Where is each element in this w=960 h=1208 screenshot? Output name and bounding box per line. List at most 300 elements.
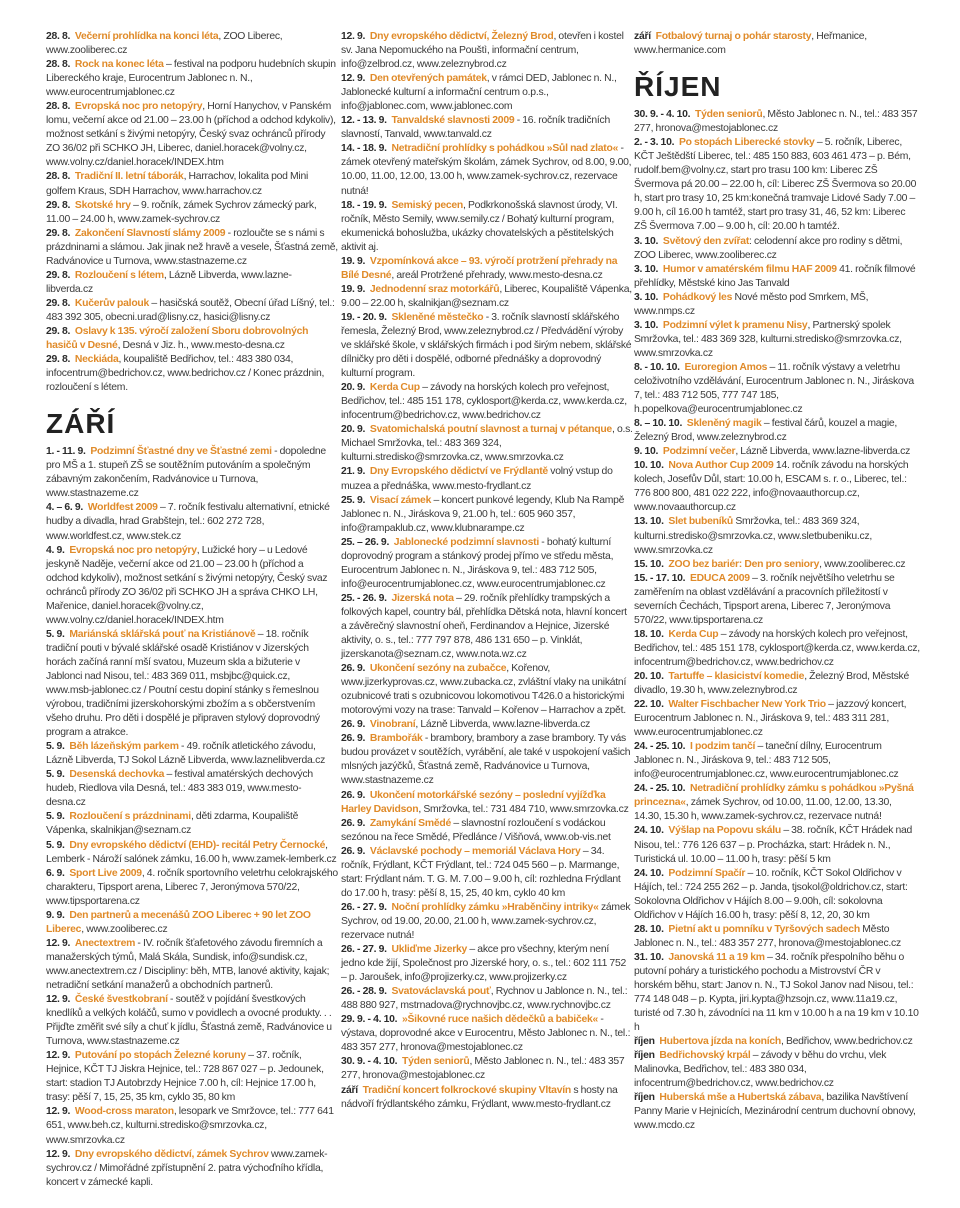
event-date: 19. 9.	[341, 283, 366, 295]
event-title: Světový den zvířat	[662, 235, 750, 247]
column-2	[341, 30, 633, 1112]
event-date: 29. 8.	[46, 354, 71, 366]
event-entry	[634, 136, 920, 234]
event-details: , Rychnov u Jablonce n. N., tel.: 488 880 927, mstrnadova@rychnovjbc.cz, www.rychnovjbc.cz	[341, 986, 628, 1012]
event-date: 26. 9.	[341, 789, 366, 801]
event-date: 9. 9.	[46, 909, 65, 921]
event-title: Podzimní výlet k pramenu Nisy	[662, 319, 808, 331]
event-title: Huberská mše a Hubertská zábava	[659, 1092, 822, 1104]
event-title: Kučerův palouk	[74, 297, 150, 309]
event-entry	[46, 58, 338, 100]
event-details: 41. ročník filmové přehlídky, Městské kino Jas Tanvald	[634, 263, 916, 289]
event-details: , v rámci DED, Jablonec n. N., Jablonecké kulturní a informační centrum o.p.s., info@jablonec.com, www.jablonec.com	[341, 73, 617, 113]
event-title: Tartuffe – klasiciství komedie	[668, 670, 805, 682]
column-3	[634, 30, 920, 1134]
event-title: Walter Fischbacher New York Trio	[668, 699, 826, 711]
event-title: Ukončení sezóny na zubačce	[369, 663, 507, 675]
event-date: 5. 9.	[46, 839, 65, 851]
event-title: Den partnerů a mecenášů ZOO Liberec + 90 let ZOO Liberec	[46, 909, 311, 935]
event-date: 29. 8.	[46, 325, 71, 337]
event-details: , Bedřichov, www.bedrichov.cz	[781, 1036, 913, 1048]
event-date: 9. 10.	[634, 446, 659, 458]
event-entry	[46, 544, 338, 628]
event-date: 12. 9.	[46, 1050, 71, 1062]
event-date: 3. 10.	[634, 319, 659, 331]
event-date: 5. 9.	[46, 811, 65, 823]
event-details: – taneční dílny, Eurocentrum Jablonec n. N., Jiráskova 9, tel.: 483 712 505, info@eurocentrumjablonec.cz, www.eurocentrumjablonec.cz	[634, 741, 899, 781]
event-title: Mariánská sklářská pouť na Kristiánově	[69, 628, 256, 640]
event-date: 30. 9. - 4. 10.	[341, 1056, 398, 1068]
event-date: 26. - 28. 9.	[341, 986, 387, 998]
event-title: Svatováclavská pouť	[391, 986, 491, 998]
event-date: 26. 9.	[341, 817, 366, 829]
event-date: 29. 8.	[46, 297, 71, 309]
event-details: – akce pro všechny, kterým není jedno kde žijí, Společnost pro Jizerské hory, o. s., tel.: 602 111 752 – p. Jaroušek, info@projizerky.cz, www.projizerky.cz	[341, 944, 627, 984]
event-entry	[341, 718, 633, 732]
event-date: 5. 9.	[46, 628, 65, 640]
event-entry	[46, 445, 338, 501]
event-entry	[341, 536, 633, 592]
event-entry	[634, 319, 920, 361]
event-entry	[341, 283, 633, 311]
event-date: 28. 8.	[46, 171, 71, 183]
event-entry	[634, 1091, 920, 1133]
event-entry	[46, 1105, 338, 1147]
event-title: Týden seniorů	[401, 1056, 470, 1068]
event-details: zámek Sychrov, od 19.00, 20.00, 21.00 h, www.zamek-sychrov.cz, rezervace nutná!	[341, 901, 631, 941]
event-date: 26. 9.	[341, 719, 366, 731]
event-title: Jizerská nota	[391, 592, 454, 604]
event-details: - 3. ročník slavností sklářského řemesla, Železný Brod, www.zeleznybrod.cz / Předvádění výroby ve sklářské škole, v sklářských firmách i pod širým nebem, sklářské dílničky pro děti i dospělé, odborné přednášky a doprovodný kulturní program.	[341, 311, 632, 380]
event-date: 12. 9.	[46, 1106, 71, 1118]
event-entry	[46, 100, 338, 170]
event-title: Slet bubeníků	[668, 516, 733, 528]
event-details: – 29. ročník přehlídky trampských a folkových kapel, country bál, přehlídka Dětská nota, hlavní koncert a závěrečný slavnostní oheň, Ferdinandov a Hejnice, Jizerské aktivity, o. s., tel.: 777 797 878, 486 131 650 – p. Vinklát, jizerskanota@seznam.cz, www.nota.wz.cz	[341, 592, 627, 661]
event-details: - výstava, doprovodné akce v Eurocentru, Město Jablonec n. N., tel.: 483 357 277, hronova@mestojablonec.cz	[341, 1014, 631, 1054]
event-title: Tradiční koncert folkrockové skupiny Vltavín	[362, 1084, 571, 1096]
event-entry	[46, 353, 338, 395]
event-title: Euroregion Amos	[684, 361, 768, 373]
event-entry	[46, 768, 338, 810]
event-date: 29. 8.	[46, 199, 71, 211]
event-date: 28. 8.	[46, 31, 71, 42]
event-title: Skotské hry	[74, 199, 131, 211]
event-date: 20. 10.	[634, 670, 664, 682]
event-date: 18. 10.	[634, 628, 664, 640]
event-title: Dny evropského dědictví, Železný Brod	[369, 31, 554, 42]
event-entry	[634, 951, 920, 1035]
event-date: 5. 9.	[46, 769, 65, 781]
month-heading: ZÁŘÍ	[46, 408, 116, 440]
event-title: »Šikovné ruce našich dědečků a babiček«	[401, 1014, 599, 1026]
column-1	[46, 30, 338, 1190]
event-title: Evropská noc pro netopýry	[74, 101, 203, 113]
event-date: říjen	[634, 1050, 655, 1062]
event-title: Zamykání Smědé	[369, 817, 451, 829]
event-entry	[341, 592, 633, 662]
event-entry	[341, 1055, 633, 1083]
event-title: Výšlap na Popovu skálu	[668, 825, 781, 837]
event-entry	[46, 30, 338, 58]
event-title: Václavské pochody – memoriál Václava Hory	[369, 845, 581, 857]
event-details: – 38. ročník, KČT Hrádek nad Nisou, tel.: 776 126 637 – p. Procházka, start: Hrádek n. N., Turistická ul. 10.00 – 11.00 h, trasy: pěší 5 km	[634, 825, 913, 865]
event-entry	[634, 108, 920, 136]
event-date: 25. 9.	[341, 494, 366, 506]
event-title: Putování po stopách Železné koruny	[74, 1050, 246, 1062]
event-title: Rock na konec léta	[74, 59, 164, 71]
event-details: , Desná v Jiz. h., www.mesto-desna.cz	[117, 340, 285, 352]
event-date: 26. 9.	[341, 733, 366, 745]
event-details: – 9. ročník, zámek Sychrov zámecký park, 11.00 – 24.00 h, www.zamek-sychrov.cz	[46, 199, 317, 225]
event-details: - soutěž v pojídání švestkových knedlíků a velkých koláčů, sumo v povidlech a ovocné produkty. . . Přijďte změřit své síly a chuť k jídlu, Šťastná země, Radvánovice u Turnova, www.stastnazeme.cz	[46, 994, 332, 1048]
event-details: – 11. ročník výstavy a veletrhu celoživotního vzdělávání, Eurocentrum Jablonec n. N., Jiráskova 7, tel.: 483 712 505, 777 747 185, h.popelkova@eurocentrumjablonec.cz	[634, 361, 914, 416]
event-date: 1. - 11. 9.	[46, 446, 86, 458]
event-entry	[634, 572, 920, 628]
event-date: 13. 10.	[634, 516, 664, 528]
event-date: 28. 8.	[46, 59, 71, 71]
event-entry	[341, 465, 633, 493]
event-details: volný vstup do muzea a přednáška, www.mesto-frydlant.cz	[341, 466, 613, 492]
event-details: , Kořenov, www.jizerkyprovas.cz, www.zubacka.cz, zvláštní vlaky na unikátní ozubnicové trati s ozubnicovou lokomotivou T426.0 a historickými motorovými vozy na trase: Tanvald – Kořenov – Harrachov a zpět.	[341, 663, 627, 717]
event-date: 24. - 25. 10.	[634, 783, 686, 795]
event-entry	[634, 459, 920, 515]
event-entry	[634, 824, 920, 866]
event-title: Kerda Cup	[668, 628, 719, 640]
event-title: Janovská 11 a 19 km	[668, 951, 765, 963]
event-date: 12. 9.	[341, 31, 366, 42]
event-title: Hubertova jízda na koních	[659, 1036, 781, 1048]
event-title: Podzimní Spačír	[668, 867, 746, 879]
event-details: , areál Protržené přehrady, www.mesto-desna.cz	[391, 269, 603, 281]
event-details: , Horní Hanychov, v Panském lomu, večerní akce od 21.00 – 23.00 h (příchod a odchod kdykoliv), možnost setkání s živými netopýry, Český svaz ochránců přírody ZO 36/02 při SCHKO JH, Liberec, daniel.horacek@volny.cz, www.volny.cz/daniel.horacek/INDEX.htm	[46, 101, 336, 169]
event-title: EDUCA 2009	[690, 572, 750, 584]
event-details: – 34. ročník přespolního běhu o putovní poháry a turistického pochodu a Mistrovství ČR v horském běhu, start: Janov n. N., TJ Sokol Janov nad Nisou, tel.: 774 148 048 – p. Kypta, jiri.kypta@hzsojn.cz, www.11a19.cz, turisté od 7.30 h, závodníci na 11 km v 10.00 h a na 19 km v 10.10 h	[634, 951, 919, 1034]
event-title: Vinobraní	[369, 719, 416, 731]
event-title: ZOO bez bariér: Den pro seniory	[668, 558, 820, 570]
event-entry	[46, 909, 338, 937]
event-entry	[341, 817, 633, 845]
event-title: Pietní akt u pomníku v Tyršových sadech	[668, 923, 860, 935]
event-title: Netradiční prohlídky s pohádkou »Sůl nad zlato«	[391, 143, 619, 155]
event-entry	[341, 943, 633, 985]
event-title: Wood-cross maraton	[74, 1106, 174, 1118]
event-details: , Město Jablonec n. N., tel.: 483 357 277, hronova@mestojablonec.cz	[341, 1056, 625, 1082]
event-details: , Podkrkonošská slavnost úrody, VI. ročník, Město Semily, www.semily.cz / Bohatý kulturní program, ekumenická bohoslužba, ukázky chovatelských a pěstitelských aktivit aj.	[341, 199, 618, 253]
event-entry	[46, 810, 338, 838]
event-title: Ukončení motorkářské sezóny – poslední vyjížďka Harley Davidson	[341, 789, 606, 815]
event-details: , Lemberk - Nároží salónek zámku, 16.00 h, www.zamek-lemberk.cz	[46, 839, 337, 865]
event-date: 3. 10.	[634, 291, 659, 303]
month-heading: ŘÍJEN	[634, 71, 722, 103]
event-date: 20. 9.	[341, 424, 366, 436]
event-date: 26. - 27. 9.	[341, 944, 387, 956]
event-entry	[634, 782, 920, 824]
event-title: Skleněný magik	[686, 418, 762, 430]
event-entry	[46, 867, 338, 909]
event-title: Dny evropského dědictví (EHD)- recitál Petry Černocké	[69, 839, 326, 851]
event-entry	[634, 361, 920, 417]
event-details: – 3. ročník největšího veletrhu se zaměřením na oblast vzdělávání a pracovních příležitostí v severních Čechách, Tipsport arena, Liberec 7, Jeronýmova 570/22, www.tipsportarena.cz	[634, 572, 895, 626]
event-title: Neckiáda	[74, 354, 119, 366]
event-details: - zámek otevřený mateřským školám, zámek Sychrov, od 8.00, 9.00, 10.00, 11.00, 12.00, 13.00 h, www.zamek-sychrov.cz, rezervace nutná!	[341, 143, 632, 197]
event-date: 24. - 25. 10.	[634, 741, 686, 753]
event-details: Nové město pod Smrkem, MŠ, www.nmps.cz	[634, 291, 869, 317]
event-date: 26. 9.	[341, 663, 366, 675]
event-title: Rozloučení s létem	[74, 269, 164, 281]
event-date: září	[341, 1084, 358, 1096]
event-date: 25. – 26. 9.	[341, 536, 390, 548]
event-details: , 4. ročník sportovního veletrhu celokrajského charakteru, Tipsport arena, Liberec 7, Jeronýmova 570/22, www.tipsportarena.cz	[46, 867, 338, 907]
event-entry	[634, 30, 920, 58]
event-date: 28. 8.	[46, 101, 71, 113]
event-entry	[341, 311, 633, 381]
event-details: , zámek Sychrov, od 10.00, 11.00, 12.00, 13.30, 14.30, 15.30 h, www.zamek-sychrov.cz, rezervace nutná!	[634, 797, 892, 823]
event-entry	[46, 1148, 338, 1190]
event-entry	[46, 269, 338, 297]
event-entry	[634, 740, 920, 782]
event-entry	[46, 993, 338, 1049]
event-title: Podzimní Šťastné dny ve Šťastné zemi	[90, 446, 272, 458]
event-details: – 7. ročník festivalu alternativní, etnické hudby a divadla, hrad Grabštejn, tel.: 602 272 728, www.worldfest.cz, www.stek.cz	[46, 502, 330, 542]
event-title: Visací zámek	[369, 494, 432, 506]
event-details: – festival čárů, kouzel a magie, Železný Brod, www.zeleznybrod.cz	[634, 418, 898, 444]
event-details: , Harrachov, lokalita pod Mini golfem Kraus, SDH Harrachov, www.harrachov.cz	[46, 171, 309, 197]
event-details: , o.s. Michael Smržovka, tel.: 483 369 324, kulturni.stredisko@smrzovka.cz, www.smrzovka.cz	[341, 424, 633, 464]
event-date: 29. 8.	[46, 269, 71, 281]
event-details: , Železný Brod, Městské divadlo, 19.30 h, www.zeleznybrod.cz	[634, 670, 910, 697]
event-details: Město Jablonec n. N., tel.: 483 357 277, hronova@mestojablonec.cz	[634, 923, 901, 949]
event-entry	[46, 297, 338, 325]
event-title: Pohádkový les	[662, 291, 733, 303]
event-details: – 10. ročník, KČT Sokol Oldřichov v Hájích, tel.: 724 255 262 – p. Janda, tjsokol@oldrichov.cz, start: Sokolovna Oldřichov v Hájích 8.00 – 9.00h, cíl: sokolovna Oldřichov v Hájích 16.00 h, trasy: pěší 8, 12, 20, 30 km	[634, 867, 908, 921]
event-date: 4. – 6. 9.	[46, 502, 84, 514]
event-title: Evropská noc pro netopýry	[69, 544, 197, 556]
event-details: , děti zdarma, Koupaliště Vápenka, skalnikjan@seznam.cz	[46, 811, 299, 837]
event-details: – závody v běhu do vrchu, vlek Malinovka, Bedřichov, tel.: 483 380 034, infocentrum@bedrichov.cz, www.bedrichov.cz	[634, 1050, 887, 1090]
event-date: 8. - 10. 10.	[634, 361, 680, 373]
event-entry	[634, 1035, 920, 1049]
event-details: - dopoledne pro MŠ a 1. stupeň ZŠ se soutěžním putováním a společným zábavným zakončením, Radvánovice u Turnova, www.stastnazeme.cz	[46, 446, 326, 500]
event-entry	[341, 494, 633, 536]
event-entry	[46, 199, 338, 227]
event-details: , bazilika Navštívení Panny Marie v Hejnicích, Mezinárodní centrum duchovní obnovy, www.mcdo.cz	[634, 1092, 916, 1132]
event-details: : celodenní akce pro rodiny s dětmi, ZOO Liberec, www.zooliberec.cz	[634, 235, 903, 261]
event-title: Semiský pecen	[391, 199, 464, 211]
event-date: 2. - 3. 10.	[634, 137, 675, 149]
event-date: 29. 8.	[46, 227, 71, 239]
event-title: České švestkobraní	[74, 994, 168, 1006]
event-entry	[341, 423, 633, 465]
event-date: 22. 10.	[634, 699, 664, 711]
event-entry	[46, 839, 338, 867]
event-title: Den otevřených památek	[369, 73, 487, 85]
event-details: - brambory, brambory a zase brambory. Ty vás budou provázet v soutěžích, vyrábění, ale také v uspokojení vašich mlsných jazýčků, Šťastná země, Radvánovice u Turnova, www.stastnazeme.cz	[341, 733, 631, 787]
event-entry	[46, 501, 338, 543]
event-details: - 49. ročník atletického závodu, Lázně Libverda, TJ Sokol Lázně Libverda, www.laznelibverda.cz	[46, 741, 326, 767]
event-details: , otevřen i kostel sv. Jana Nepomuckého na Pouštì, informační centrum, info@zelbrod.cz, www.zeleznybrod.cz	[341, 31, 624, 71]
event-date: 24. 10.	[634, 825, 664, 837]
event-details: , Město Jablonec n. N., tel.: 483 357 277, hronova@mestojablonec.cz	[634, 109, 918, 135]
event-title: Zakončení Slavností slámy 2009	[74, 227, 226, 239]
event-entry	[341, 114, 633, 142]
event-entry	[341, 845, 633, 901]
event-title: Dny Evropského dědictví ve Frýdlantě	[369, 466, 548, 478]
event-entry	[341, 381, 633, 423]
event-details: - rozloučte se s námi s prázdninami a slámou. Jak jinak než hravě a vesele, Šťastná země, Radvánovice u Turnova, www.stastnazeme.cz	[46, 227, 338, 267]
event-title: Jablonecké podzimní slavnosti	[393, 536, 539, 548]
event-title: Fotbalový turnaj o pohár starosty	[655, 31, 812, 42]
event-title: Jednodenní sraz motorkářů	[369, 283, 500, 295]
event-details: , Partnerský spolek Smržovka, tel.: 483 369 328, kulturni.stredisko@smrzovka.cz, www.smrzovka.cz	[634, 319, 902, 359]
event-details: www.zamek-sychrov.cz / Mimořádné zpřístupnění 2. patra výchoďního křídla, koncert v zámecké kapli.	[46, 1148, 328, 1188]
event-entry	[634, 558, 920, 572]
event-date: říjen	[634, 1092, 655, 1104]
event-date: 19. 9.	[341, 255, 366, 267]
event-entry	[634, 235, 920, 263]
event-entry	[634, 923, 920, 951]
event-title: Tradiční II. letní táborák	[74, 171, 184, 183]
event-date: 12. 9.	[46, 1148, 71, 1160]
event-title: Sport Live 2009	[69, 867, 142, 879]
event-title: I podzim tančí	[690, 741, 756, 753]
event-entry	[46, 170, 338, 198]
event-details: s hosty na nádvoří frýdlantského zámku, Frýdlant, www.mesto-frydlant.cz	[341, 1084, 618, 1110]
event-details: - IV. ročník šťafetového závodu firemních a manažerských týmů, Malá Skála, Sundisk, info@sundisk.cz, www.anectextrem.cz / Discipliny: běh, MTB, lanové aktivity, kajak; netradiční setkání manažerů a obchodních partnerů.	[46, 937, 330, 991]
event-date: 29. 9. - 4. 10.	[341, 1014, 398, 1026]
event-entry	[634, 628, 920, 670]
event-details: , Heřmanice, www.hermanice.com	[634, 31, 867, 57]
event-entry	[634, 445, 920, 459]
event-title: Běh lázeňským parkem	[69, 741, 179, 753]
event-title: Vzpomínková akce – 93. výročí protržení přehrady na Bílé Desné	[341, 255, 618, 281]
event-date: 18. - 19. 9.	[341, 199, 387, 211]
event-title: Humor v amatérském filmu HAF 2009	[662, 263, 837, 275]
event-details: – 37. ročník, Hejnice, KČT TJ Jiskra Hejnice, tel.: 728 867 027 – p. Jedounek, start: stadion TJ Autobrzdy Hejnice 7.00 h, cíl: Hejnice 17.00 h, trasy: pěší 7, 15, 25, 35 km, cyklo 35, 80 km	[46, 1050, 324, 1104]
event-date: 24. 10.	[634, 867, 664, 879]
event-details: – koncert punkové legendy, Klub Na Rampě Jablonec n. N., Jiráskova 9, 21.00 h, tel.: 605 960 357, info@rampaklub.cz, www.klubnarampe.cz	[341, 494, 625, 534]
event-title: Ukliďme Jizerky	[391, 944, 468, 956]
event-title: Kerda Cup	[369, 382, 420, 394]
event-entry	[46, 1049, 338, 1105]
event-date: 15. 10.	[634, 558, 664, 570]
event-entry	[634, 291, 920, 319]
event-details: , Smržovka, tel.: 731 484 710, www.smrzovka.cz	[418, 803, 629, 815]
event-title: Worldfest 2009	[87, 502, 158, 514]
event-entry	[634, 263, 920, 291]
event-title: Oslavy k 135. výročí založení Sboru dobrovolných hasičů v Desné	[46, 325, 309, 352]
event-entry	[46, 937, 338, 993]
event-date: 6. 9.	[46, 867, 65, 879]
event-title: Po stopách Liberecké stovky	[678, 137, 815, 149]
event-date: 12. - 13. 9.	[341, 115, 387, 127]
event-date: 28. 10.	[634, 923, 664, 935]
event-date: 4. 9.	[46, 544, 65, 556]
event-entry	[341, 30, 633, 72]
event-details: , Lužické hory – u Ledové jeskyně Naděje, večerní akce od 21.00 – 23.00 h (příchod a odchod kdykoliv), možnost setkání s živými netopýry, Český svaz ochránců přírody ZO 36/02 při SCHKO JH a správa CHKO LH, Mařenice, daniel.horacek@volny.cz, www.volny.cz/daniel.horacek/INDEX.htm	[46, 544, 328, 626]
event-details: – 34. ročník, Frýdlant, KČT Frýdlant, tel.: 724 045 560 – p. Marmange, start: Frýdlant nám. T. G. M. 7.00 – 9.00 h, cíl: rozhledna Frýdlant do 17.00 h, trasy: pěší 8, 15, 25, 40 km, cyklo 40 km	[341, 845, 621, 899]
event-details: – 18. ročník tradiční pouti v bývalé sklářské osadě Kristiánov v Jizerských horách začíná ranní mší svatou, Muzeum skla a bižuterie v Jablonci nad Nisou, tel.: 483 369 011, msbjbc@quick.cz, www.msb-jablonec.cz / Poutní cestu dopiní stánky s řemeslnou výrobou, tradičními jizerskohorskými zbožím a s občerstvením všeho druhu. Pro děti i dospělé je připraven stylový doprovodný program a atrakce.	[46, 628, 320, 739]
event-title: Anectextrem	[74, 937, 136, 949]
event-date: 12. 9.	[341, 73, 366, 85]
event-details: – slavnostní rozloučení s vodáckou sezónou na řece Smědé, Předlánce / Višňová, www.ob-vis.net	[341, 817, 611, 843]
event-entry	[341, 732, 633, 788]
event-title: Týden seniorů	[694, 109, 763, 121]
event-details: - 16. ročník tradičních slavností, Tanvald, www.tanvald.cz	[341, 115, 610, 141]
event-details: , www.zooliberec.cz	[819, 558, 906, 570]
event-title: Podzimní večer	[662, 446, 736, 458]
event-details: – závody na horských kolech pro veřejnost, Bedřichov, tel.: 485 151 178, cyklosport@kerda.cz, www.kerda.cz, infocentrum@bedrichov.cz, www.bedrichov.cz	[634, 628, 920, 668]
event-date: 26. 9.	[341, 845, 366, 857]
event-details: - bohatý kulturní doprovodný program a stánkový prodej přímo ve středu města, Eurocentrum Jablonec n. N., Jiráskova 9, tel.: 483 712 505, info@eurocentrumjablonec.cz, www.eurocentrumjablonec.cz	[341, 536, 614, 590]
event-details: , Lázně Libverda, www.lazne-libverda.cz	[415, 719, 591, 731]
event-entry	[634, 698, 920, 740]
event-entry	[634, 670, 920, 698]
event-details: 14. ročník závodu na horských kolech, Josefův Důl, start: 10.00 h, ESCAM s. r. o., Liberec, tel.: 776 800 800, 481 022 222, info@novaauthorcup.cz, www.novaauthorcup.cz	[634, 460, 909, 514]
event-date: 14. - 18. 9.	[341, 143, 387, 155]
event-date: 5. 9.	[46, 741, 65, 753]
event-entry	[341, 789, 633, 817]
event-entry	[634, 1049, 920, 1091]
event-date: říjen	[634, 1036, 655, 1048]
event-title: Noční prohlídky zámku »Hraběnčiny intriky«	[391, 901, 599, 913]
event-date: 12. 9.	[46, 937, 71, 949]
event-entry	[634, 515, 920, 557]
event-date: 26. - 27. 9.	[341, 901, 387, 913]
event-details: – festival na podporu hudebních skupin Libereckého kraje, Eurocentrum Jablonec n. N., www.eurocentrumjablonec.cz	[46, 59, 336, 99]
event-title: Dny evropského dědictví, zámek Sychrov	[74, 1148, 269, 1160]
event-details: , ZOO Liberec, www.zooliberec.cz	[46, 31, 283, 57]
event-entry	[341, 901, 633, 943]
event-details: Smržovka, tel.: 483 369 324, kulturni.stredisko@smrzovka.cz, www.sletbubeniku.cz, www.smrzovka.cz	[634, 516, 873, 556]
event-date: 12. 9.	[46, 994, 71, 1006]
event-date: 8. – 10. 10.	[634, 418, 683, 430]
event-date: 15. - 17. 10.	[634, 572, 686, 584]
event-details: – 5. ročník, Liberec, KČT Ještědští Liberec, tel.: 485 150 883, 603 461 473 – p. Bém, rudolf.bem@volny.cz, start pro trasu 100 km: Liberec ZŠ Švermova pá 20.00 – 22.00 h, cíl: Liberec ZŠ Švermova so 20.00 h, start pro trasy 10, 25 km:konečná tramvaje Lidové Sady 7.00 – 9.00 h, cíl 16.00 h tamtéž, start pro trasy 31, 46, 52 km: Liberec ZŠ Švermova 7.00 – 9.00 h, cíl: 20.00 h tamtéž.	[634, 137, 917, 233]
event-entry	[341, 1013, 633, 1055]
event-entry	[634, 417, 920, 445]
event-details: , lesopark ve Smržovce, tel.: 777 641 651, www.beh.cz, kulturni.stredisko@smrzovka.cz, www.smrzovka.cz	[46, 1106, 334, 1146]
event-entry	[341, 255, 633, 283]
event-title: Netradiční prohlídky zámku s pohádkou »Pyšná princezna«	[634, 783, 914, 809]
event-entry	[341, 72, 633, 114]
event-entry	[341, 662, 633, 718]
event-date: 10. 10.	[634, 460, 664, 472]
event-details: , www.zooliberec.cz	[81, 923, 168, 935]
event-date: 21. 9.	[341, 466, 366, 478]
event-date: 3. 10.	[634, 263, 659, 275]
event-entry	[46, 740, 338, 768]
event-entry	[341, 1084, 633, 1112]
event-details: , Liberec, Koupaliště Vápenka, 9.00 – 22.00 h, skalnikjan@seznam.cz	[341, 283, 632, 309]
event-entry	[634, 867, 920, 923]
event-date: 3. 10.	[634, 235, 659, 247]
event-details: – hasičská soutěž, Obecní úřad Líšný, tel.: 483 392 305, obecni.urad@lisny.cz, hasici@lisny.cz	[46, 297, 335, 323]
event-entry	[341, 142, 633, 198]
event-title: Rozloučení s prázdninami	[69, 811, 191, 823]
event-details: – jazzový koncert, Eurocentrum Jablonec n. N., Jiráskova 9, tel.: 483 311 281, www.eurocentrumjablonec.cz	[634, 699, 907, 739]
event-details: , Lázně Libverda, www.lazne-libverda.cz	[46, 269, 292, 295]
event-entry	[341, 985, 633, 1013]
event-date: září	[634, 31, 651, 42]
event-date: 25. - 26. 9.	[341, 592, 387, 604]
event-title: Bedřichovský krpál	[659, 1050, 751, 1062]
event-details: , koupaliště Bedřichov, tel.: 483 380 034, infocentrum@bedrichov.cz, www.bedrichov.cz / Konec prázdnin, rozloučení s létem.	[46, 354, 325, 394]
event-date: 20. 9.	[341, 382, 366, 394]
event-title: Svatomichalská poutní slavnost a turnaj v pétanque	[369, 424, 612, 436]
event-date: 19. - 20. 9.	[341, 311, 387, 323]
event-details: – festival amatérských dechových hudeb, Riedlova vila Desná, tel.: 483 383 019, www.mesto-desna.cz	[46, 769, 313, 809]
event-entry	[46, 628, 338, 740]
